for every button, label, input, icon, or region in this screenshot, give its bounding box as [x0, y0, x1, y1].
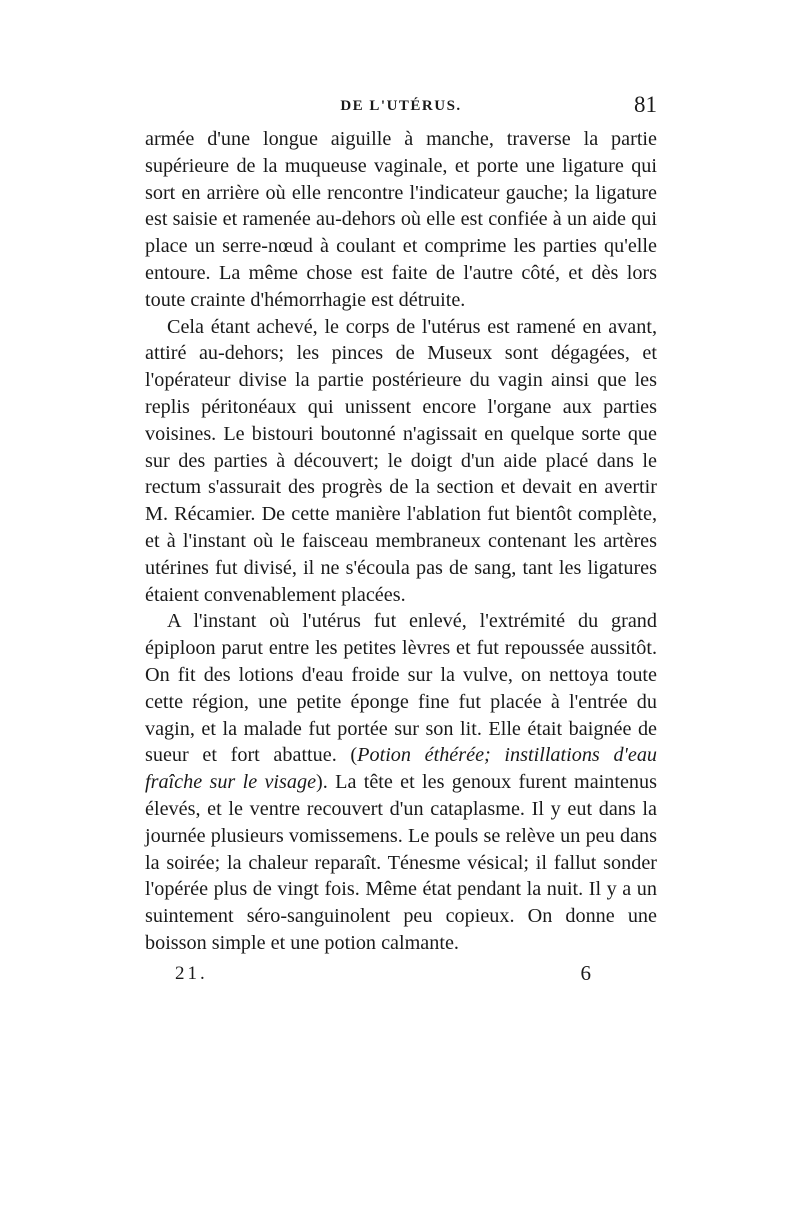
page-number: 81 — [634, 92, 657, 117]
paragraph-3-italic-prescription: Potion éthérée; instillations d'eau fraîche sur le visage — [145, 744, 658, 794]
paragraph-3-text-before: A l'instant où l'utérus fut enlevé, l'extrémité du grand épiploon parut entre les petites lèvres et fut repoussée aussitôt. On fit des lotions d'eau froide sur la vulve, on nettoya toute cette région, une petite éponge fine fut placée à l'entrée du vagin, et la malade fut portée sur son lit. Elle était baignée de sueur et fort abattue. ( — [145, 610, 657, 767]
running-title: DE L'UTÉRUS. — [340, 98, 462, 114]
running-head — [145, 92, 657, 126]
paragraph-3-text-after: ). La tête et les genoux furent maintenus élevés, et le ventre recouvert d'un cataplasme. Il y eut dans la journée plusieurs vomissemens. Le pouls se relève un peu dans la soirée; la chaleur reparaît. Ténesme vésical; il fallut sonder l'opérée plus de vingt fois. Même état pendant la nuit. Il y a un suintement séro-sanguinolent peu copieux. On donne une boisson simple et une potion calmante. — [145, 771, 657, 954]
sheet-number: 6 — [580, 960, 591, 985]
signature-mark: 21. — [175, 962, 208, 984]
paragraph-2: Cela étant achevé, le corps de l'utérus est ramené en avant, attiré au-dehors; les pinces de Museux sont dégagées, et l'opérateur divise la partie postérieure du vagin ainsi que les replis péritonéaux qui unissent encore l'organe aux parties voisines. Le bistouri boutonné n'agissait en quelque sorte que sur des parties à découvert; le doigt d'un aide placé dans le rectum s'assurait des progrès de la section et devait en avertir M. Récamier. De cette manière l'ablation fut bientôt complète, et à l'instant où le faisceau membraneux contenant les artères utérines fut divisé, il ne s'écoula pas de sang, tant les ligatures étaient convenablement placées. — [145, 315, 657, 606]
body-text — [145, 126, 657, 957]
paragraph-1: armée d'une longue aiguille à manche, traverse la partie supérieure de la muqueuse vaginale, et porte une ligature qui sort en arrière où elle rencontre l'indicateur gauche; la ligature est saisie et ramenée au-dehors où elle est confiée à un aide qui place un serre-nœud à coulant et comprime les parties qu'elle entoure. La même chose est faite de l'autre côté, et dès lors toute crainte d'hémorrhagie est détruite. — [145, 128, 657, 311]
book-page — [145, 92, 657, 991]
paragraph-3 — [145, 608, 657, 956]
page-footer — [145, 961, 657, 991]
